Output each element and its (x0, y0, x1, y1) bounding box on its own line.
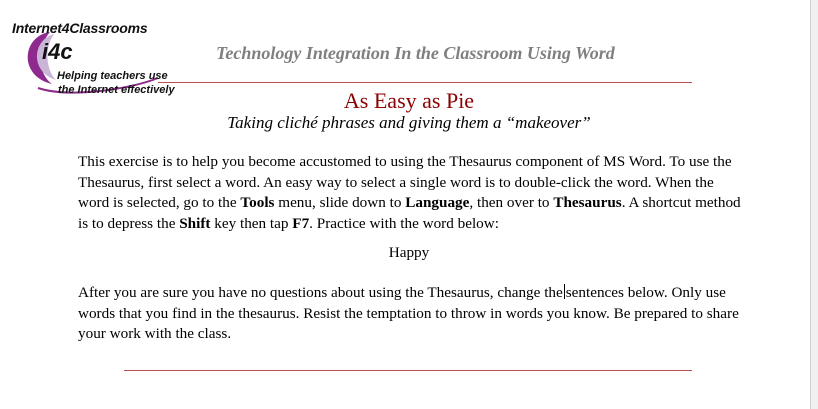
logo-brand-abbrev: i4c (42, 39, 73, 64)
header-divider (158, 82, 692, 83)
internet4classrooms-logo (8, 18, 198, 98)
vertical-scrollbar[interactable] (810, 0, 818, 409)
header-title: Technology Integration In the Classroom Using Word (216, 43, 615, 63)
footer-divider (124, 370, 692, 371)
practice-word[interactable]: Happy (388, 244, 430, 261)
text-run: . A shortcut method is to depress the (78, 194, 741, 232)
text-run: key then tap (210, 214, 293, 232)
document-title: As Easy as Pie (343, 88, 475, 113)
logo-tagline-2: the Internet effectively (58, 84, 175, 96)
bold-tools: Tools (240, 194, 275, 211)
document-subtitle: Taking cliché phrases and giving them a “makeover” (227, 113, 591, 132)
logo-tagline-1: Helping teachers use (57, 70, 168, 82)
text-run: . Practice with the word below: (309, 214, 499, 232)
followup-paragraph[interactable] (78, 283, 748, 345)
text-run: This exercise is to help you become accustomed to using the Thesaurus component of MS Word. To use the Thesaurus, first select a word. An easy way to select a single word is to double-click the word. When the word is selected, go to the (78, 153, 732, 211)
bold-shift: Shift (179, 214, 211, 232)
text-run: menu, slide down to (274, 194, 406, 211)
bold-thesaurus: Thesaurus (553, 194, 622, 211)
text-run: , then over to (469, 194, 554, 211)
bold-f7: F7 (292, 214, 310, 232)
logo-brand-name: Internet4Classrooms (12, 20, 148, 36)
instructions-paragraph[interactable] (78, 152, 748, 234)
text-cursor (564, 284, 565, 299)
text-run: After you are sure you have no questions about using the Thesaurus, change the (78, 284, 563, 301)
bold-language: Language (405, 194, 470, 211)
text-run: sentences below. Only use words that you find in the thesaurus. Resist the temptation to throw in words you know. Be prepared to share your work with the class. (78, 284, 739, 342)
